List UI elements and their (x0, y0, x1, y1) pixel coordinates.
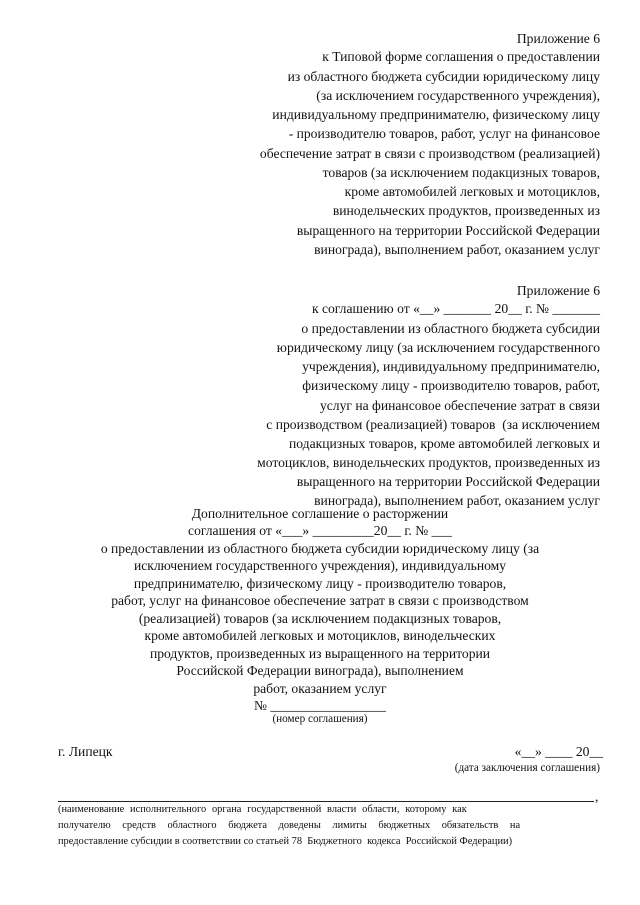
annex-type-line: выращенного на территории Российской Федерации (296, 223, 600, 238)
annex-type-line: товаров (за исключением подакцизных товаров, (322, 165, 600, 180)
document-title-line: Российской Федерации винограда), выполнением (176, 663, 464, 678)
document-title-line: работ, оказанием услуг (253, 681, 387, 696)
annex-agreement-line: учреждения), индивидуальному предпринимателю, (302, 359, 600, 374)
annex-type-line: индивидуальному предпринимателю, физическому лицу (272, 107, 600, 122)
agreement-date-caption: (дата заключения соглашения) (454, 762, 600, 774)
agreement-number: № _________________ (254, 698, 386, 713)
annex-agreement-line: выращенного на территории Российской Федерации (296, 474, 600, 489)
document-title-line: продуктов, произведенных из выращенного на территории (149, 646, 491, 661)
annex-agreement-line: с производством (реализацией) товаров (за исключением (266, 417, 600, 432)
annex-agreement-line: винограда), выполнением работ, оказанием услуг (314, 493, 600, 508)
executive-body-comma: , (595, 789, 599, 804)
annex-agreement-line: Приложение 6 (516, 283, 600, 298)
document-title-line: предпринимателю, физическому лицу - производителю товаров, (133, 576, 507, 591)
annex-type-line: к Типовой форме соглашения о предоставлении (322, 49, 600, 64)
document-title-line: Дополнительное соглашение о расторжении (191, 506, 449, 521)
annex-agreement-line: услуг на финансовое обеспечение затрат в связи (319, 398, 600, 413)
annex-agreement-line: юридическому лицу (за исключением государственного (276, 340, 600, 355)
document-title-line: (реализацией) товаров (за исключением подакцизных товаров, (138, 611, 502, 626)
annex-agreement-line: о предоставлении из областного бюджета субсидии (301, 321, 600, 336)
document-title-line: о предоставлении из областного бюджета субсидии юридическому лицу (за (100, 541, 540, 556)
city: г. Липецк (58, 744, 113, 759)
footer-caption-line: предоставление субсидии в соответствии со статьей 78 Бюджетного кодекса Российской Федерации) (58, 836, 513, 847)
annex-type-line: обеспечение затрат в связи с производством (реализацией) (259, 146, 600, 161)
footer-caption-text: (наименование исполнительного органа государственной власти области, которому как (58, 804, 467, 815)
annex-agreement-line: мотоциклов, винодельческих продуктов, произведенных из (257, 455, 600, 470)
agreement-date: «__» ____ 20__ (514, 744, 603, 759)
annex-agreement-line: подакцизных товаров, кроме автомобилей легковых и (289, 436, 600, 451)
annex-type-line: из областного бюджета субсидии юридическому лицу (287, 69, 600, 84)
footer-caption-line: получателю средств областного бюджета доведены лимиты бюджетных обязательств на (58, 820, 521, 831)
annex-type-line: винодельческих продуктов, произведенных из (332, 203, 600, 218)
annex-agreement-line: к соглашению от «__» _______ 20__ г. № _______ (311, 301, 600, 316)
document-title-line: соглашения от «___» _________20__ г. № ___ (188, 523, 452, 538)
document-title-line: работ, услуг на финансовое обеспечение затрат в связи с производством (111, 593, 529, 608)
document-title-line: кроме автомобилей легковых и мотоциклов, винодельческих (144, 628, 496, 643)
annex-type-line: (за исключением государственного учреждения), (316, 88, 600, 103)
annex-type-line: винограда), выполнением работ, оказанием услуг (314, 242, 600, 257)
document-title-line: исключением государственного учреждения), индивидуальному (133, 558, 507, 573)
annex-agreement-line: физическому лицу - производителю товаров, работ, (302, 378, 600, 393)
annex-type-line: кроме автомобилей легковых и мотоциклов, (344, 184, 600, 199)
annex-type-line: Приложение 6 (516, 31, 600, 46)
agreement-number-caption: (номер соглашения) (272, 713, 368, 725)
annex-type-line: - производителю товаров, работ, услуг на финансовое (288, 126, 600, 141)
